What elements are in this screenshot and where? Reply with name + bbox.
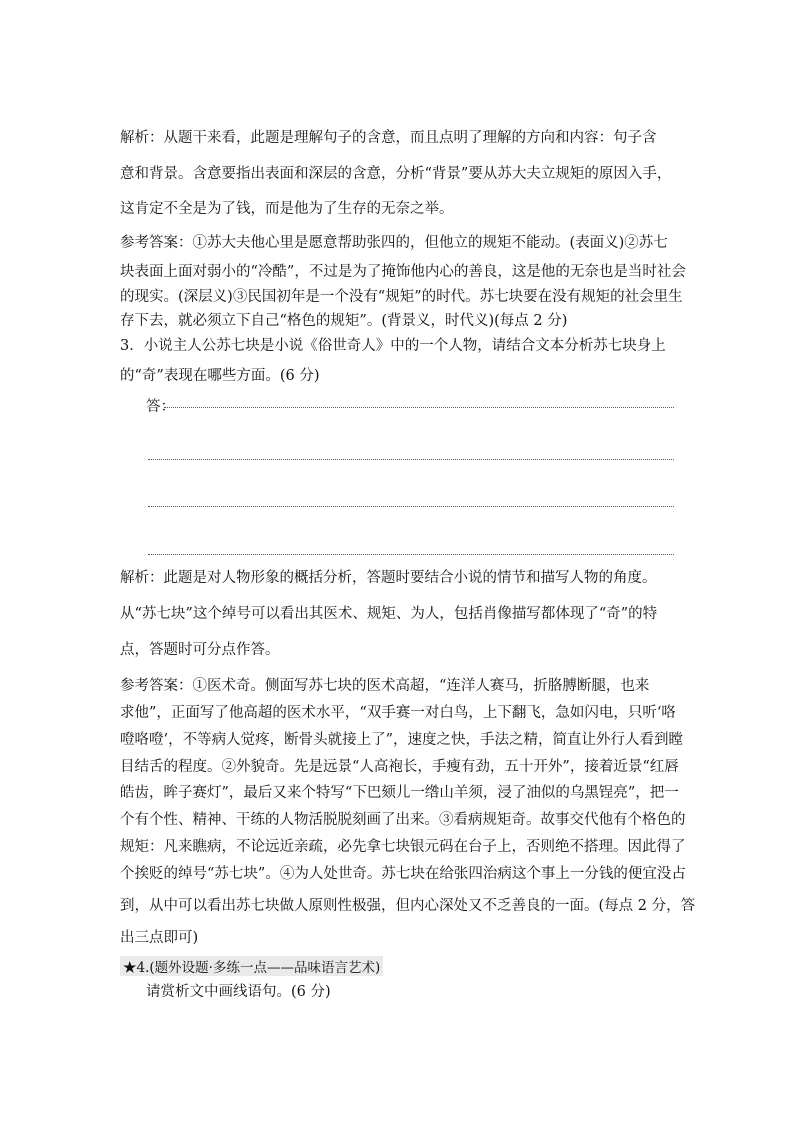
answer-line-2[interactable] [148, 459, 674, 460]
q3-answer-line-9: 到，从中可以看出苏七块做人原则性极强，但内心深处又不乏善良的一面。(每点 2 分，答 [120, 898, 696, 914]
q2-answer-line-2: 块表面上面对弱小的“冷酷”，不过是为了掩饰他内心的善良，这是他的无奈也是当时社会 [120, 264, 686, 280]
q3-explanation-line-1: 解析：此题是对人物形象的概括分析，答题时要结合小说的情节和描写人物的角度。 [120, 570, 657, 586]
q2-explanation-line-2: 意和背景。含意要指出表面和深层的含意，分析“背景”要从苏大夫立规矩的原因入手， [120, 166, 672, 182]
q3-answer-line-5: 皓齿，眸子赛灯”，最后又来个特写“下巴颏儿一绺山羊须，浸了油似的乌黑锃亮”，把一 [120, 785, 679, 801]
answer-line-3[interactable] [148, 506, 674, 507]
q3-answer-line-8: 个挨贬的绰号“苏七块”。④为人处世奇。苏七块在给张四治病这个事上一分钱的便宜没占 [120, 866, 686, 882]
answer-line-4[interactable] [148, 554, 674, 555]
q3-answer-line-1: 参考答案：①医术奇。侧面写苏七块的医术高超，“连洋人赛马，折胳膊断腿，也来 [120, 678, 650, 694]
q2-answer-line-4: 存下去，就必须立下自己“格色的规矩”。(背景义，时代义)(每点 2 分) [120, 313, 568, 329]
q3-answer-line-6: 个有个性、精神、干练的人物活脱脱刻画了出来。③看病规矩奇。故事交代他有个格色的 [120, 812, 686, 828]
q4-label: ★4.(题外设题·多练一点——品味语言艺术) [120, 956, 383, 976]
q3-explanation-line-2: 从“苏七块”这个绰号可以看出其医术、规矩、为人，包括肖像描写都体现了“奇”的特 [120, 606, 658, 622]
q3-question-line-1: 3．小说主人公苏七块是小说《俗世奇人》中的一个人物，请结合文本分析苏七块身上 [120, 338, 666, 354]
q2-answer-line-3: 的现实。(深层义)③民国初年是一个没有“规矩”的时代。苏七块要在没有规矩的社会里生 [120, 289, 683, 305]
answer-line-1[interactable] [164, 407, 674, 408]
q3-answer-line-10: 出三点即可) [120, 930, 199, 946]
q2-explanation-line-1: 解析：从题干来看，此题是理解句子的含意，而且点明了理解的方向和内容：句子含 [120, 130, 657, 146]
q3-answer-label: 答： [146, 399, 175, 415]
q2-explanation-line-3: 这肯定不全是为了钱，而是他为了生存的无奈之举。 [120, 201, 454, 217]
q4-prompt: 请赏析文中画线语句。(6 分) [146, 984, 331, 1000]
q3-answer-line-2: 求他”，正面写了他高超的医术水平，“双手赛一对白鸟，上下翻飞，急如闪电，只听‘咯 [120, 705, 676, 721]
q3-answer-line-7: 规矩：凡来瞧病，不论远近亲疏，必先拿七块银元码在台子上，否则绝不搭理。因此得了 [120, 839, 686, 855]
q3-explanation-line-3: 点，答题时可分点作答。 [120, 642, 280, 658]
q2-answer-line-1: 参考答案：①苏大夫他心里是愿意帮助张四的，但他立的规矩不能动。(表面义)②苏七 [120, 235, 668, 251]
q3-question-line-2: 的“奇”表现在哪些方面。(6 分) [120, 368, 320, 384]
q3-answer-line-4: 目结舌的程度。②外貌奇。先是远景“人高袍长，手瘦有劲，五十开外”，接着近景“红唇 [120, 759, 679, 775]
q3-answer-line-3: 噔咯噔’，不等病人觉疼，断骨头就接上了”，速度之快，手法之精，简直让外行人看到瞠 [120, 732, 684, 748]
